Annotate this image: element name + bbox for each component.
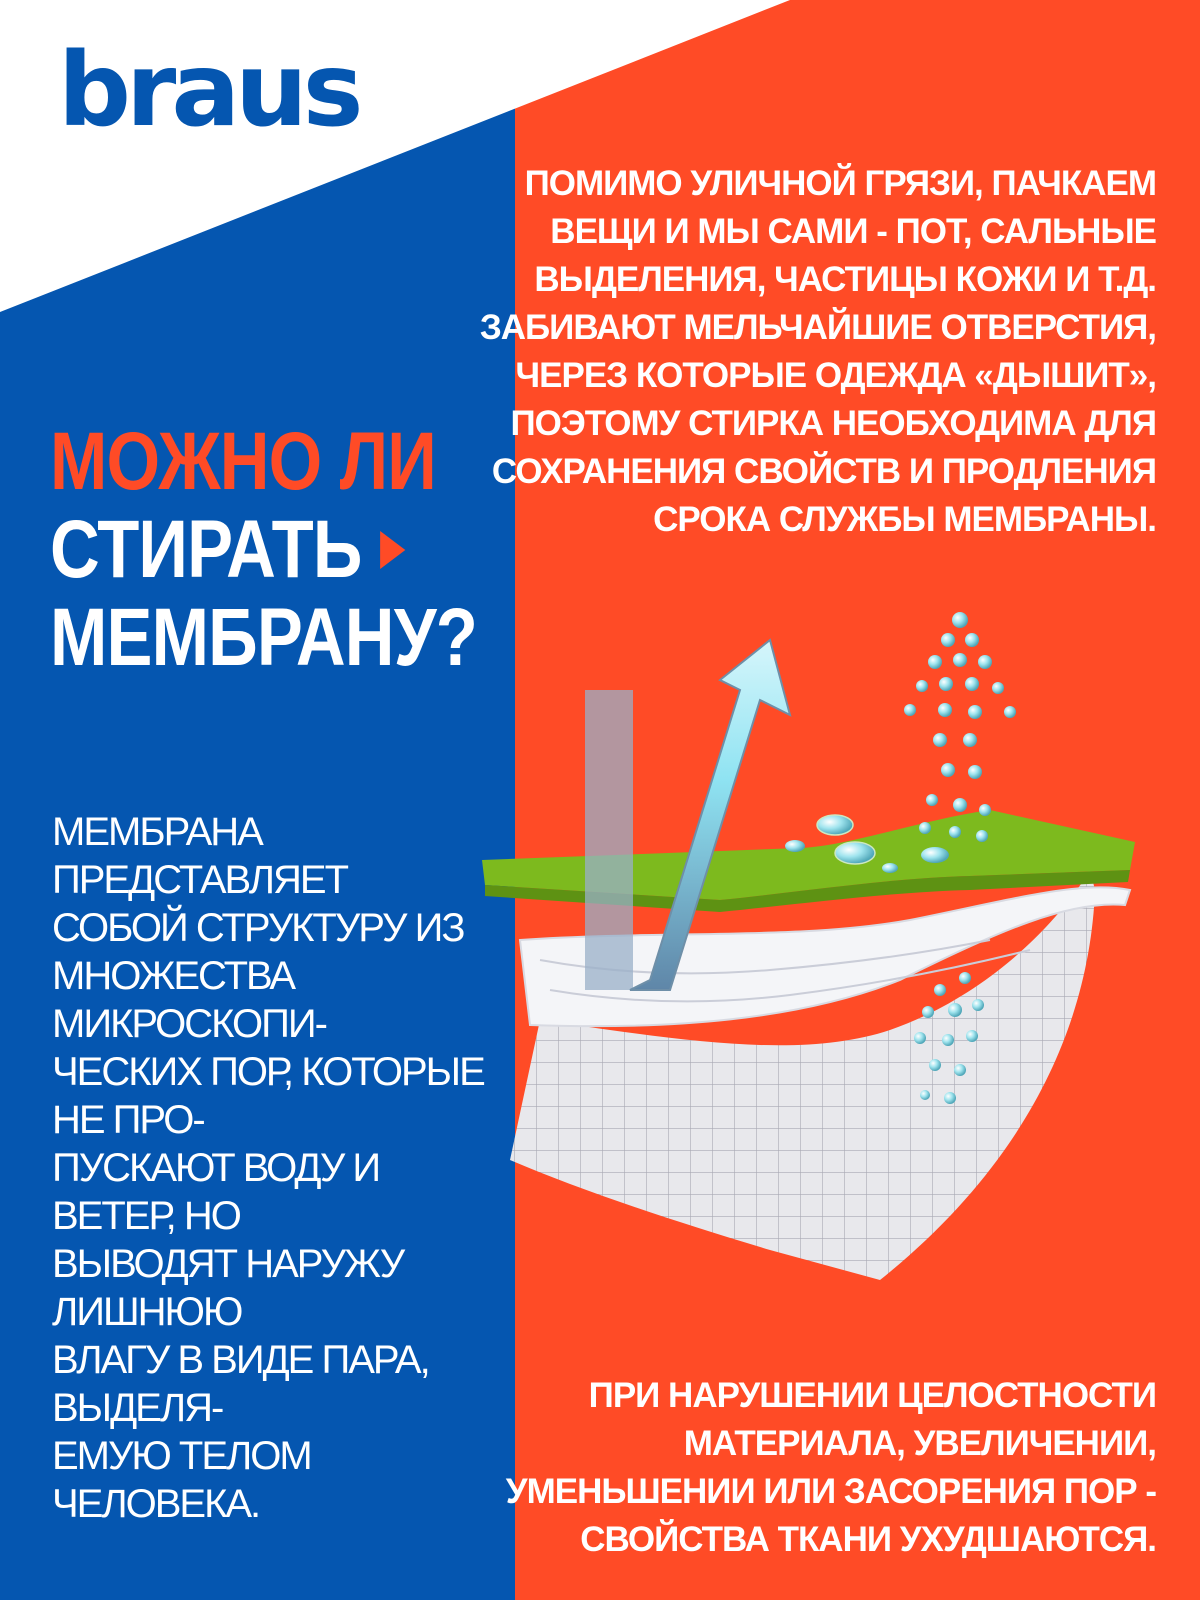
headline-line-2-text: СТИРАТЬ: [50, 504, 362, 595]
vertical-post: [585, 690, 633, 990]
headline-line-1: МОЖНО ЛИ: [50, 416, 436, 507]
membrane-description: МЕМБРАНА ПРЕДСТАВЛЯЕТ СОБОЙ СТРУКТУРУ ИЗ МНОЖЕСТВА МИКРОСКОПИ- ЧЕСКИХ ПОР, КОТОРЫЕ НЕ ПРО- ПУСКАЮТ ВОДУ И ВЕТЕР, НО ВЫВОДЯТ НАРУЖУ ЛИШНЮЮ ВЛАГУ В ВИДЕ ПАРА, ВЫДЕЛЯ- ЕМУЮ ТЕЛОМ ЧЕЛОВЕКА.: [52, 810, 484, 1526]
membrane-layers-icon: [482, 810, 1135, 1280]
washing-reason-text: ПОМИМО УЛИЧНОЙ ГРЯЗИ, ПАЧКАЕМ ВЕЩИ И МЫ САМИ - ПОТ, САЛЬНЫЕ ВЫДЕЛЕНИЯ, ЧАСТИЦЫ КОЖИ И Т.Д. ЗАБИВАЮТ МЕЛЬЧАЙШИЕ ОТВЕРСТИЯ, ЧЕРЕЗ КОТОРЫЕ ОДЕЖДА «ДЫШИТ», ПОЭТОМУ СТИРКА НЕОБХОДИМА ДЛЯ СОХРАНЕНИЯ СВОЙСТВ И ПРОДЛЕНИЯ СРОКА СЛУЖБЫ МЕМБРАНЫ.: [479, 164, 1156, 539]
damage-warning-text: ПРИ НАРУШЕНИИ ЦЕЛОСТНОСТИ МАТЕРИАЛА, УВЕЛИЧЕНИИ, УМЕНЬШЕНИИ ИЛИ ЗАСОРЕНИЯ ПОР - СВОЙСТВА ТКАНИ УХУДШАЮТСЯ.: [505, 1376, 1156, 1559]
headline-line-2: [50, 506, 477, 594]
play-arrow-icon: [380, 531, 405, 569]
membrane-layers-illustration: [470, 600, 1190, 1280]
brand-logo: braus: [58, 31, 359, 150]
page-headline: [50, 418, 477, 682]
headline-line-3: МЕМБРАНУ?: [50, 592, 477, 683]
